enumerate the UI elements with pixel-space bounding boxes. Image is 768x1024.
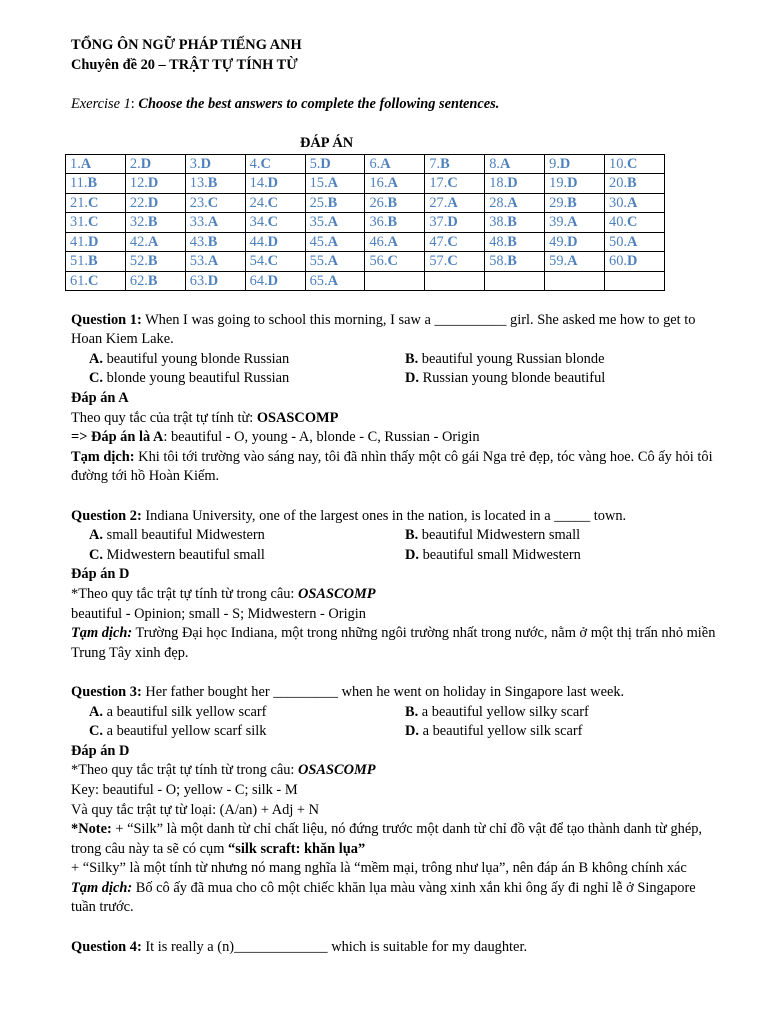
explanation-line: => Đáp án là A: beautiful - O, young - A, blonde - C, Russian - Origin xyxy=(71,429,480,446)
answer-cell xyxy=(365,271,425,291)
answer-cell: 17.C xyxy=(425,174,485,194)
answer-cell: 1.A xyxy=(66,154,126,174)
answer-cell: 3.D xyxy=(185,154,245,174)
answer-cell: 30.A xyxy=(605,193,665,213)
answer-cell: 61.C xyxy=(66,271,126,291)
answer-row xyxy=(66,193,665,213)
key-line: Key: beautiful - O; yellow - C; silk - M xyxy=(71,781,298,798)
question-label: Question 4: xyxy=(71,938,142,955)
answer-cell: 60.D xyxy=(605,252,665,272)
question-2 xyxy=(71,507,721,527)
answer-row xyxy=(66,174,665,194)
question-text: Her father bought her _________ when he went on holiday in Singapore last week. xyxy=(141,683,625,700)
answer-cell: 14.D xyxy=(245,174,305,194)
option-c: C. Midwestern beautiful small xyxy=(89,546,265,563)
answer-cell: 28.A xyxy=(485,193,545,213)
answer-key-title: ĐÁP ÁN xyxy=(300,134,354,151)
note-2: + “Silky” là một tính từ nhưng nó mang nghĩa là “mềm mại, trông như lụa”, nên đáp án B không chính xác xyxy=(71,860,687,877)
answer-key-table xyxy=(65,154,665,292)
answer-cell: 5.D xyxy=(305,154,365,174)
answer-cell: 49.D xyxy=(545,232,605,252)
answer-cell: 15.A xyxy=(305,174,365,194)
answer-cell xyxy=(425,271,485,291)
answer-cell: 4.C xyxy=(245,154,305,174)
answer-cell: 39.A xyxy=(545,213,605,233)
answer-cell: 44.D xyxy=(245,232,305,252)
answer-cell: 18.D xyxy=(485,174,545,194)
answer-cell: 7.B xyxy=(425,154,485,174)
answer-cell: 36.B xyxy=(365,213,425,233)
exercise-heading: Exercise 1: Choose the best answers to complete the following sentences. xyxy=(71,95,500,112)
answer-cell: 2.D xyxy=(125,154,185,174)
answer-cell: 40.C xyxy=(605,213,665,233)
note: *Note: + “Silk” là một danh từ chỉ chất liệu, nó đứng trước một danh từ chỉ đồ vật để tạo thành danh từ ghép, trong câu này ta sẽ có cụm “silk scraft: khăn lụa” xyxy=(71,821,703,857)
answer-cell: 38.B xyxy=(485,213,545,233)
document-subtitle: Chuyên đề 20 – TRẬT TỰ TÍNH TỪ xyxy=(71,56,298,73)
answer-cell: 31.C xyxy=(66,213,126,233)
exercise-instruction: Choose the best answers to complete the following sentences. xyxy=(138,95,500,112)
document-page xyxy=(71,36,721,957)
answer-cell: 32.B xyxy=(125,213,185,233)
answer-cell xyxy=(545,271,605,291)
answer-cell: 25.B xyxy=(305,193,365,213)
answer-cell: 43.B xyxy=(185,232,245,252)
options-row xyxy=(89,526,721,546)
answer-cell: 47.C xyxy=(425,232,485,252)
question-label: Question 3: xyxy=(71,683,142,700)
answer-cell: 33.A xyxy=(185,213,245,233)
answer-cell: 24.C xyxy=(245,193,305,213)
answer-cell: 34.C xyxy=(245,213,305,233)
answer-cell: 37.D xyxy=(425,213,485,233)
answer-cell: 52.B xyxy=(125,252,185,272)
options-row xyxy=(89,703,721,723)
translation: Tạm dịch: Khi tôi tới trường vào sáng nay, tôi đã nhìn thấy một cô gái Nga trẻ đẹp, tóc vàng hoe. Cô ấy hỏi tôi đường tới hồ Hoàn Kiếm. xyxy=(71,448,713,485)
answer-cell: 53.A xyxy=(185,252,245,272)
answer-cell: 51.B xyxy=(66,252,126,272)
answer-cell xyxy=(605,271,665,291)
answer-cell: 62.B xyxy=(125,271,185,291)
question-label: Question 1: xyxy=(71,311,142,328)
answer-row xyxy=(66,232,665,252)
answer-cell: 20.B xyxy=(605,174,665,194)
answer-cell: 59.A xyxy=(545,252,605,272)
option-a: A. beautiful young blonde Russian xyxy=(89,350,290,367)
answer-row xyxy=(66,252,665,272)
answer-cell: 63.D xyxy=(185,271,245,291)
answer-cell: 12.D xyxy=(125,174,185,194)
option-a: A. small beautiful Midwestern xyxy=(89,527,265,544)
answer-cell: 10.C xyxy=(605,154,665,174)
answer-cell: 56.C xyxy=(365,252,425,272)
document-title: TỔNG ÔN NGỮ PHÁP TIẾNG ANH xyxy=(71,37,302,53)
option-d: D. beautiful small Midwestern xyxy=(405,546,581,563)
question-4 xyxy=(71,938,721,958)
option-a: A. a beautiful silk yellow scarf xyxy=(89,703,267,720)
option-c: C. blonde young beautiful Russian xyxy=(89,370,290,387)
answer-cell: 54.C xyxy=(245,252,305,272)
word-order-line: Và quy tắc trật tự từ loại: (A/an) + Adj + N xyxy=(71,801,320,818)
question-text: Indiana University, one of the largest ones in the nation, is located in a _____ town. xyxy=(141,507,627,524)
answer-row xyxy=(66,154,665,174)
option-d: D. a beautiful yellow silk scarf xyxy=(405,723,583,740)
translation: Tạm dịch: Trường Đại học Indiana, một trong những ngôi trường nhất trong nước, nằm ở một thị trấn nhỏ miền Trung Tây xinh đẹp. xyxy=(71,625,716,661)
options-row xyxy=(89,546,721,566)
question-text: It is really a (n)_____________ which is suitable for my daughter. xyxy=(141,938,528,955)
answer-label: Đáp án D xyxy=(71,566,130,583)
answer-cell: 8.A xyxy=(485,154,545,174)
answer-cell: 45.A xyxy=(305,232,365,252)
option-b: B. beautiful young Russian blonde xyxy=(405,350,605,367)
rule-line: *Theo quy tắc trật tự tính từ trong câu: OSASCOMP xyxy=(71,585,376,602)
option-c: C. a beautiful yellow scarf silk xyxy=(89,723,267,740)
answer-cell: 55.A xyxy=(305,252,365,272)
answer-cell: 23.C xyxy=(185,193,245,213)
option-b: B. a beautiful yellow silky scarf xyxy=(405,703,589,720)
answer-cell: 11.B xyxy=(66,174,126,194)
question-1 xyxy=(71,311,721,350)
answer-cell: 58.B xyxy=(485,252,545,272)
answer-cell: 29.B xyxy=(545,193,605,213)
answer-cell: 6.A xyxy=(365,154,425,174)
answer-row xyxy=(66,271,665,291)
answer-cell: 35.A xyxy=(305,213,365,233)
answer-cell: 26.B xyxy=(365,193,425,213)
answer-cell: 50.A xyxy=(605,232,665,252)
answer-cell: 46.A xyxy=(365,232,425,252)
question-3 xyxy=(71,683,721,703)
question-text: When I was going to school this morning, I saw a __________ girl. She asked me how to get to Hoan Kiem Lake. xyxy=(71,311,696,348)
answer-cell: 16.A xyxy=(365,174,425,194)
options-row xyxy=(89,350,721,370)
translation: Tạm dịch: Bố cô ấy đã mua cho cô một chiếc khăn lụa màu vàng xinh xắn khi ông ấy đi nghỉ lễ ở Singapore tuần trước. xyxy=(71,879,696,916)
answer-cell: 42.A xyxy=(125,232,185,252)
rule-line: *Theo quy tắc trật tự tính từ trong câu: OSASCOMP xyxy=(71,762,376,779)
answer-cell: 21.C xyxy=(66,193,126,213)
answer-cell: 9.D xyxy=(545,154,605,174)
option-d: D. Russian young blonde beautiful xyxy=(405,370,606,387)
answer-cell: 64.D xyxy=(245,271,305,291)
answer-cell: 22.D xyxy=(125,193,185,213)
answer-cell: 48.B xyxy=(485,232,545,252)
answer-cell: 19.D xyxy=(545,174,605,194)
key-line: beautiful - Opinion; small - S; Midwestern - Origin xyxy=(71,605,366,622)
answer-label: Đáp án D xyxy=(71,742,130,759)
answer-cell: 41.D xyxy=(66,232,126,252)
answer-cell xyxy=(485,271,545,291)
option-b: B. beautiful Midwestern small xyxy=(405,527,581,544)
answer-cell: 57.C xyxy=(425,252,485,272)
options-row xyxy=(89,369,721,389)
answer-row xyxy=(66,213,665,233)
answer-label: Đáp án A xyxy=(71,390,129,407)
answer-cell: 65.A xyxy=(305,271,365,291)
exercise-label: Exercise 1 xyxy=(71,95,131,112)
answer-cell: 27.A xyxy=(425,193,485,213)
rule-line: Theo quy tắc của trật tự tính từ: OSASCOMP xyxy=(71,409,339,426)
options-row xyxy=(89,722,721,742)
question-label: Question 2: xyxy=(71,507,142,524)
answer-cell: 13.B xyxy=(185,174,245,194)
